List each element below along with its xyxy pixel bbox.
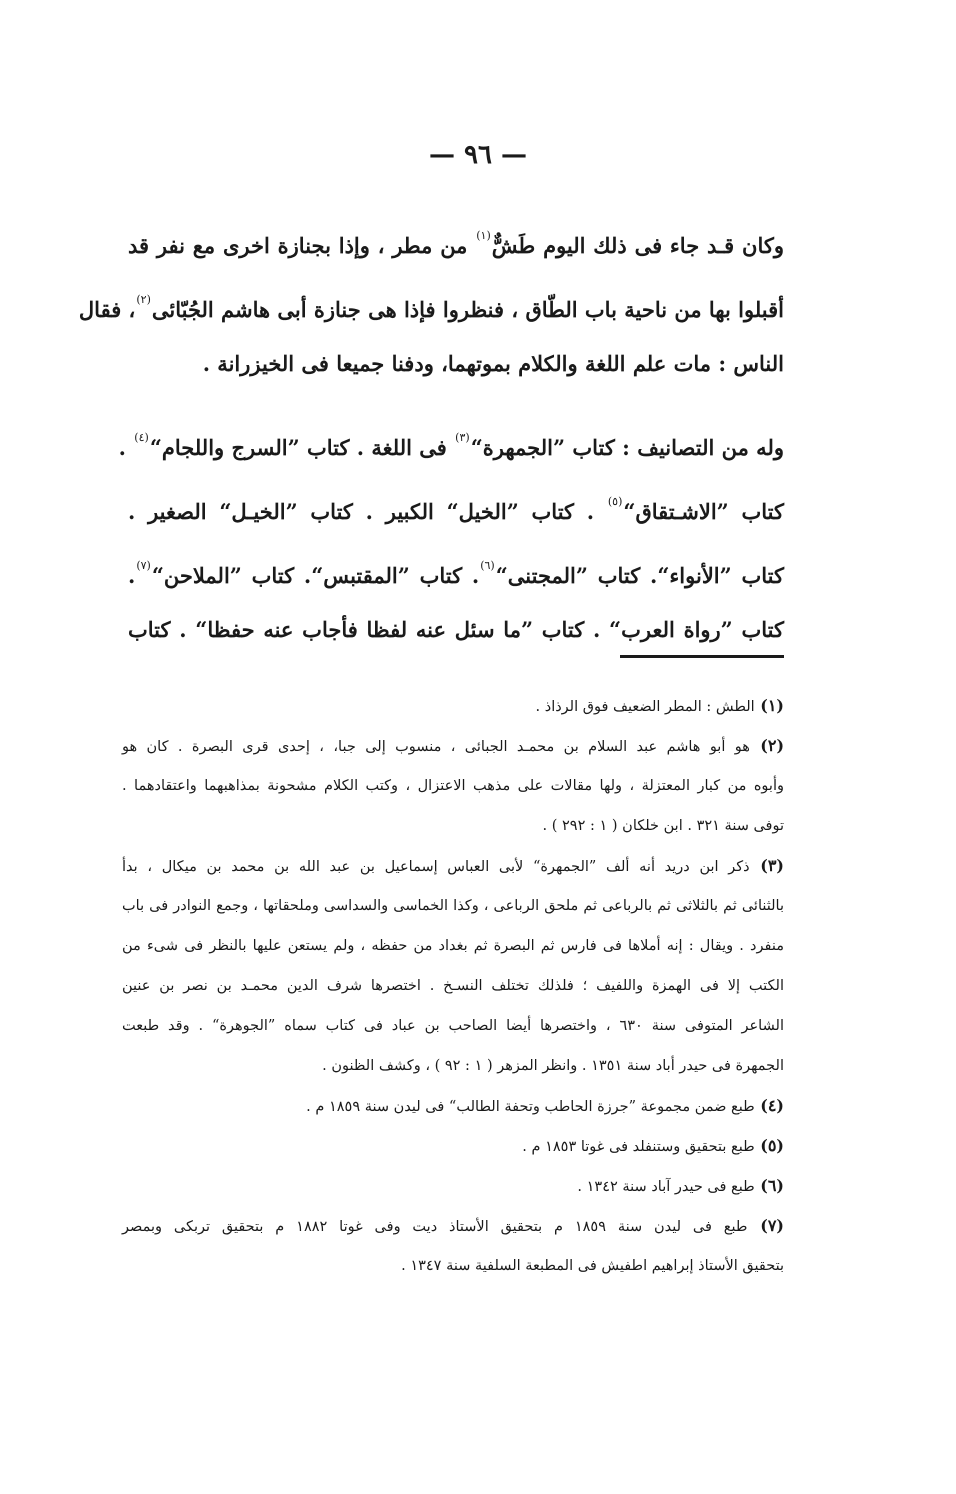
footnote-text: بتحقيق الأستاذ إبراهيم اطفيش فى المطبعة السلفية سنة ١٣٤٧ . <box>401 1258 784 1274</box>
body-line <box>78 256 784 322</box>
footnote-line <box>122 886 784 926</box>
footnote-reference: (٤) <box>134 431 149 444</box>
footnote-number: (١) <box>754 696 784 715</box>
footnotes <box>122 680 784 1286</box>
footnote-number: (٤) <box>754 1096 784 1115</box>
body-text-segment: وله من التصانيف : كتاب ”الجمهرة“ <box>470 435 784 460</box>
body-text-segment: فى اللغة . كتاب ”السرج واللجام“ <box>149 435 455 460</box>
footnote-line <box>122 766 784 806</box>
footnote-number: (٧) <box>747 1216 784 1235</box>
footnote-text: هو أبو هاشم عبد السلام بن محمـد الجبائى ، منسوب إلى جبا، ، إحدى قرى البصرة . كان هو <box>122 739 750 755</box>
main-text <box>78 192 785 650</box>
footnote-text: وأبوه من كبار المعتزلة ، ولها مقالات على مذهب الاعتزال ، وكتب الكلام مشحونة بمذاهبهما واعتقادهما . <box>122 778 784 794</box>
footnote-line <box>122 1206 784 1246</box>
body-line <box>128 522 784 586</box>
footnote-separator-rule <box>620 655 784 658</box>
body-line <box>128 586 784 650</box>
footnote-line <box>122 1126 784 1166</box>
footnote-text: الشاعر المتوفى سنة ٦٣٠ ، واختصرها أيضا الصاحب بن عباد فى كتاب سماه ”الجوهرة“ . وقد طبعت <box>122 1018 784 1034</box>
footnote-line <box>122 806 784 846</box>
body-text-segment: كتاب ”رواة العرب“ . كتاب ”ما سئل عنه لفظا فأجاب عنه حفظا“ . كتاب <box>128 617 784 642</box>
footnote-line <box>122 966 784 1006</box>
footnote-text: بالثنائى ثم بالثلاثى ثم بالرباعى ثم ملحق الرباعى ، وكذا الخماسى والسداسى وملحقاتها ، وجمع النوادر فى باب <box>122 898 784 914</box>
footnote-line <box>122 726 784 766</box>
footnote-text: توفى سنة ٣٢١ . ابن خلكان ( ١ : ٢٩٢ ) . <box>542 818 784 834</box>
footnote-line <box>122 1046 784 1086</box>
footnote-text: الجمهرة فى حيدر أباد سنة ١٣٥١ . وانظر المزهر ( ١ : ٩٢ ) ، وكشف الظنون . <box>322 1058 784 1074</box>
footnote-reference: (٧) <box>136 559 151 572</box>
footnote-reference: (٥) <box>607 495 623 508</box>
body-line <box>128 458 784 522</box>
footnote-line <box>122 1166 784 1206</box>
footnote-text: منفرد . ويقال : إنه أملاها فى فارس ثم البصرة ثم بغداد من حفظه ، ولم يستعن عليها بالنظر فى شىء من <box>122 938 784 954</box>
body-text-segment: كتاب ”الأنواء“. كتاب ”المجتنى“ <box>495 563 784 588</box>
body-text-segment: ، فقال <box>78 297 136 322</box>
body-text-segment: . <box>128 563 136 588</box>
footnote-number: (٥) <box>754 1136 784 1155</box>
footnote-line <box>122 846 784 886</box>
footnote-line <box>122 1086 784 1126</box>
body-line <box>118 394 784 460</box>
footnote-line <box>122 926 784 966</box>
body-text-segment: . كتاب ”المقتبس“. كتاب ”الملاحن“ <box>151 563 480 588</box>
footnote-text: طبع ضمن مجموعة ”جرزة الحاطب وتحفة الطالب“ فى ليدن سنة ١٨٥٩ م . <box>306 1099 755 1115</box>
footnote-reference: (٢) <box>136 293 151 306</box>
body-text-segment: أقبلوا بها من ناحية باب الطّاق ، فنظروا فإذا هى جنازة أبى هاشم الجُبّائى <box>151 297 784 322</box>
footnote-text: طبع فى حيدر آباد سنة ١٣٤٢ . <box>577 1179 755 1195</box>
body-text-segment: من مطر ، وإذا بجنازة اخرى مع نفر قد <box>128 233 476 258</box>
footnote-number: (٢) <box>749 736 785 755</box>
body-text-segment: الناس : مات علم اللغة والكلام بموتهما، ودفنا جميعا فى الخيزرانة . <box>202 351 784 376</box>
body-line <box>128 320 784 384</box>
footnote-line <box>122 1006 784 1046</box>
body-text-segment: . <box>118 435 134 460</box>
footnote-text: الكتب إلا فى الهمزة واللفيف ؛ فلذلك تختلف النسـخ . اختصرها شرف الدين محمـد بن نصر بن عنين <box>122 978 784 994</box>
body-text-segment: كتاب ”الاشـتقاق“ <box>623 499 785 524</box>
footnote-line <box>122 686 784 726</box>
footnote-reference: (١) <box>476 229 491 242</box>
page-number: — ٩٦ — <box>428 140 528 170</box>
body-text-segment: وكان قـد جاء فى ذلك اليوم طَشٌّ <box>491 233 784 258</box>
footnote-text: ذكر ابن دريد أنه ألف ”الجمهرة“ لأبى العباس إسماعيل بن عبد الله بن محمد بن ميكال ، بدأ <box>122 859 750 875</box>
footnote-number: (٣) <box>749 856 784 875</box>
footnote-reference: (٦) <box>480 559 495 572</box>
footnote-text: طبع فى ليدن سنة ١٨٥٩ م بتحقيق الأستاذ ديت وفى غوتا ١٨٨٢ م بتحقيق تربكى وبمصر <box>122 1219 748 1235</box>
footnote-text: الطش : المطر الضعيف فوق الرذاذ . <box>535 699 755 715</box>
body-line <box>128 192 784 256</box>
footnote-text: طبع بتحقيق وستنفلد فى غوتا ١٨٥٣ م . <box>522 1139 755 1155</box>
footnote-number: (٦) <box>754 1176 784 1195</box>
footnote-line <box>122 1246 784 1286</box>
footnote-reference: (٣) <box>455 431 470 444</box>
body-text-segment: . كتاب ”الخيل“ الكبير . كتاب ”الخيـل“ الصغير . <box>128 499 607 524</box>
